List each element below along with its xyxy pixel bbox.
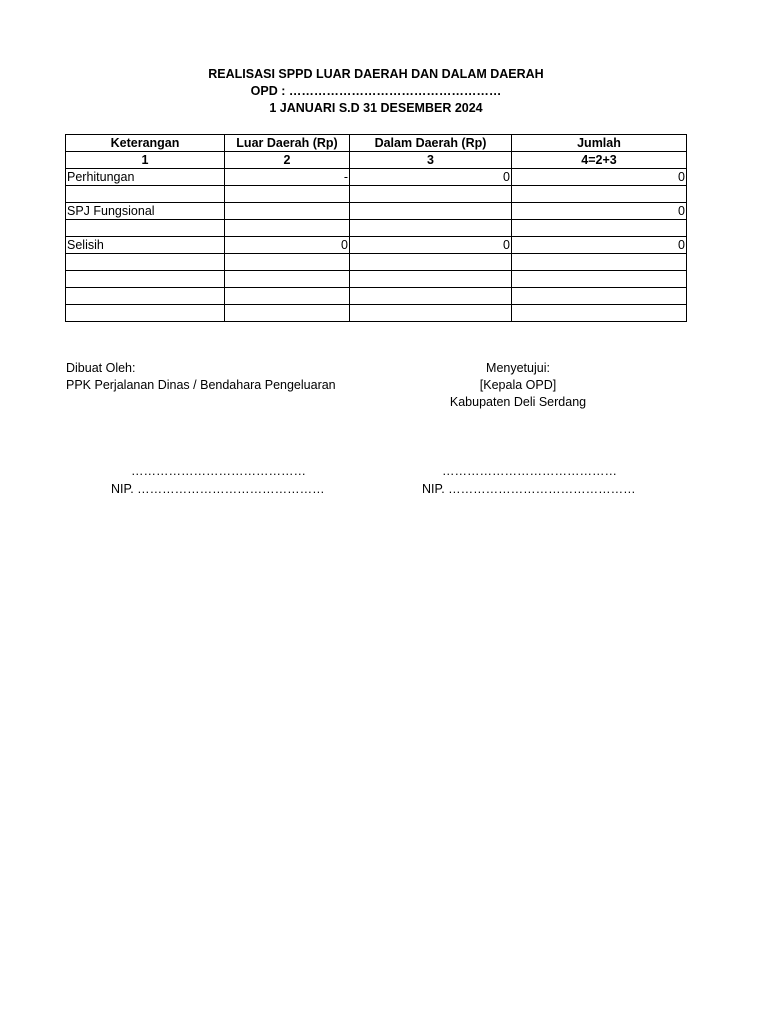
approver-nip: NIP. ……………………………………… [422, 482, 636, 496]
cell-dalam-daerah: 0 [350, 237, 512, 254]
realization-table [65, 134, 687, 322]
maker-role: PPK Perjalanan Dinas / Bendahara Pengeluaran [66, 378, 336, 392]
table-row [66, 169, 687, 186]
cell-dalam-daerah [350, 305, 512, 322]
cell-dalam-daerah [350, 186, 512, 203]
table-row [66, 237, 687, 254]
row-label [66, 254, 225, 271]
cell-dalam-daerah [350, 271, 512, 288]
cell-jumlah [512, 254, 687, 271]
cell-luar-daerah [225, 254, 350, 271]
table-header-row [66, 135, 687, 152]
opd-line: OPD : …………………………………………… [250, 84, 502, 98]
cell-luar-daerah [225, 186, 350, 203]
col-number: 2 [225, 152, 350, 169]
col-number: 4=2+3 [512, 152, 687, 169]
row-label [66, 271, 225, 288]
cell-luar-daerah: - [225, 169, 350, 186]
cell-luar-daerah [225, 271, 350, 288]
approver-role: [Kepala OPD] [479, 378, 557, 392]
cell-luar-daerah [225, 203, 350, 220]
table-row [66, 271, 687, 288]
approver-name-line: …………………………………… [442, 464, 617, 478]
col-number: 1 [66, 152, 225, 169]
approver-region: Kabupaten Deli Serdang [449, 395, 587, 409]
col-header-luar-daerah: Luar Daerah (Rp) [225, 135, 350, 152]
report-period: 1 JANUARI S.D 31 DESEMBER 2024 [269, 101, 483, 115]
cell-luar-daerah [225, 220, 350, 237]
row-label [66, 186, 225, 203]
cell-luar-daerah [225, 288, 350, 305]
row-label [66, 220, 225, 237]
col-number: 3 [350, 152, 512, 169]
cell-dalam-daerah [350, 288, 512, 305]
cell-jumlah: 0 [512, 237, 687, 254]
col-header-jumlah: Jumlah [512, 135, 687, 152]
row-label [66, 305, 225, 322]
cell-jumlah [512, 288, 687, 305]
cell-jumlah [512, 186, 687, 203]
made-by-label: Dibuat Oleh: [66, 361, 136, 375]
cell-jumlah [512, 220, 687, 237]
cell-dalam-daerah [350, 203, 512, 220]
cell-dalam-daerah: 0 [350, 169, 512, 186]
table-column-number-row [66, 152, 687, 169]
table-row [66, 305, 687, 322]
table-row [66, 288, 687, 305]
cell-dalam-daerah [350, 220, 512, 237]
row-label: Perhitungan [66, 169, 225, 186]
row-label: Selisih [66, 237, 225, 254]
approved-label: Menyetujui: [486, 361, 550, 375]
col-header-dalam-daerah: Dalam Daerah (Rp) [350, 135, 512, 152]
cell-jumlah: 0 [512, 203, 687, 220]
cell-dalam-daerah [350, 254, 512, 271]
row-label [66, 288, 225, 305]
col-header-keterangan: Keterangan [66, 135, 225, 152]
report-title: REALISASI SPPD LUAR DAERAH DAN DALAM DAERAH [208, 67, 544, 81]
maker-name-line: …………………………………… [131, 464, 306, 478]
signature-block-left [66, 360, 336, 394]
table-body [66, 169, 687, 322]
cell-luar-daerah: 0 [225, 237, 350, 254]
signature-block-right [418, 360, 618, 411]
cell-jumlah [512, 305, 687, 322]
table-row [66, 186, 687, 203]
maker-nip: NIP. ……………………………………… [111, 482, 325, 496]
cell-luar-daerah [225, 305, 350, 322]
report-header [66, 66, 686, 117]
table-row [66, 203, 687, 220]
row-label: SPJ Fungsional [66, 203, 225, 220]
table-row [66, 254, 687, 271]
cell-jumlah: 0 [512, 169, 687, 186]
table-row [66, 220, 687, 237]
cell-jumlah [512, 271, 687, 288]
